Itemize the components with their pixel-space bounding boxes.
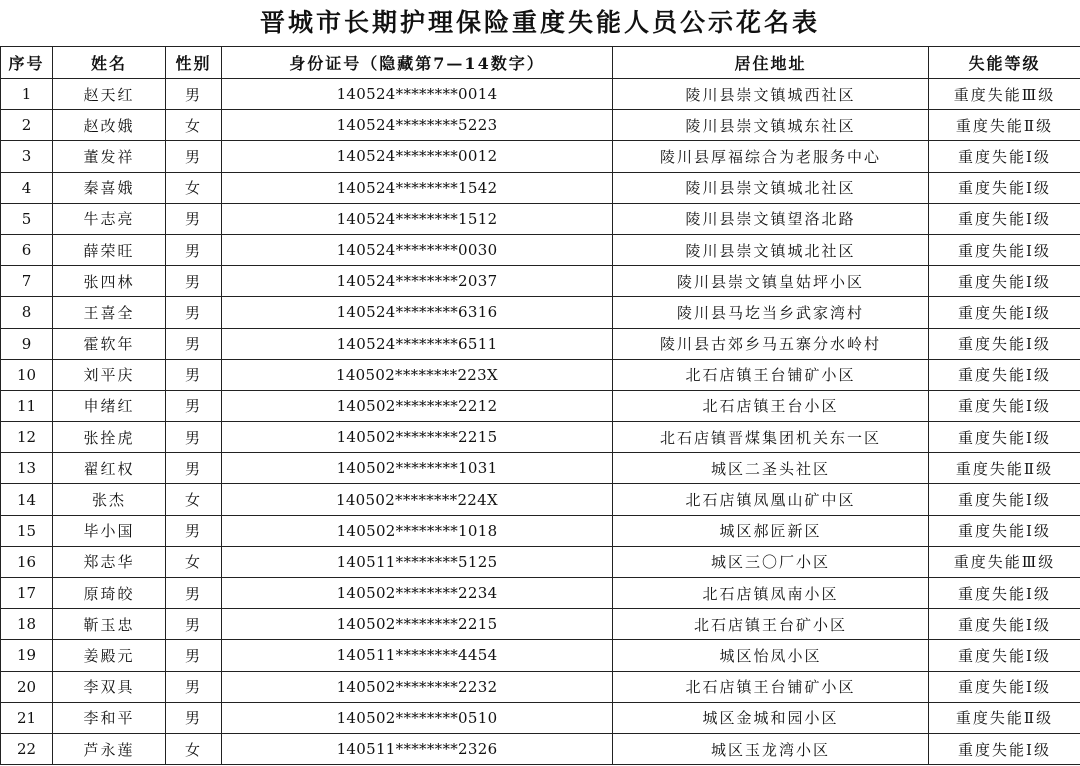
cell-gender: 男 <box>166 297 222 328</box>
table-row <box>1 79 1080 110</box>
cell-id-number: 140502********2215 <box>222 422 613 453</box>
cell-name: 原琦皎 <box>53 578 166 609</box>
cell-name: 郑志华 <box>53 546 166 577</box>
cell-address: 陵川县古郊乡马五寨分水岭村 <box>613 328 929 359</box>
cell-gender: 男 <box>166 609 222 640</box>
cell-disability-level: 重度失能Ⅰ级 <box>929 609 1080 640</box>
cell-serial: 4 <box>1 172 53 203</box>
cell-disability-level: 重度失能Ⅱ级 <box>929 702 1080 733</box>
cell-gender: 男 <box>166 390 222 421</box>
cell-serial: 11 <box>1 390 53 421</box>
cell-address: 北石店镇凤凰山矿中区 <box>613 484 929 515</box>
cell-serial: 3 <box>1 141 53 172</box>
cell-disability-level: 重度失能Ⅰ级 <box>929 234 1080 265</box>
cell-address: 陵川县崇文镇城北社区 <box>613 172 929 203</box>
cell-serial: 13 <box>1 453 53 484</box>
cell-name: 申绪红 <box>53 390 166 421</box>
cell-gender: 男 <box>166 578 222 609</box>
cell-gender: 男 <box>166 234 222 265</box>
cell-address: 北石店镇王台铺矿小区 <box>613 359 929 390</box>
cell-name: 李和平 <box>53 702 166 733</box>
cell-serial: 14 <box>1 484 53 515</box>
table-row <box>1 733 1080 764</box>
cell-address: 陵川县崇文镇望洛北路 <box>613 203 929 234</box>
cell-disability-level: 重度失能Ⅰ级 <box>929 203 1080 234</box>
cell-serial: 5 <box>1 203 53 234</box>
cell-id-number: 140524********6511 <box>222 328 613 359</box>
cell-name: 赵改娥 <box>53 110 166 141</box>
header-gender: 性别 <box>166 47 222 79</box>
cell-serial: 10 <box>1 359 53 390</box>
cell-address: 北石店镇王台小区 <box>613 390 929 421</box>
cell-id-number: 140502********2215 <box>222 609 613 640</box>
cell-address: 陵川县厚福综合为老服务中心 <box>613 141 929 172</box>
cell-disability-level: 重度失能Ⅰ级 <box>929 578 1080 609</box>
cell-gender: 男 <box>166 702 222 733</box>
cell-name: 翟红权 <box>53 453 166 484</box>
table-row <box>1 609 1080 640</box>
table-row <box>1 390 1080 421</box>
table-row <box>1 671 1080 702</box>
cell-name: 秦喜娥 <box>53 172 166 203</box>
cell-disability-level: 重度失能Ⅲ级 <box>929 79 1080 110</box>
cell-id-number: 140511********4454 <box>222 640 613 671</box>
cell-name: 李双具 <box>53 671 166 702</box>
table-row <box>1 110 1080 141</box>
cell-gender: 男 <box>166 671 222 702</box>
cell-disability-level: 重度失能Ⅰ级 <box>929 359 1080 390</box>
cell-id-number: 140502********2234 <box>222 578 613 609</box>
cell-gender: 男 <box>166 359 222 390</box>
cell-name: 张四林 <box>53 266 166 297</box>
cell-disability-level: 重度失能Ⅲ级 <box>929 546 1080 577</box>
cell-disability-level: 重度失能Ⅰ级 <box>929 515 1080 546</box>
cell-address: 陵川县崇文镇皇姑坪小区 <box>613 266 929 297</box>
page-title: 晋城市长期护理保险重度失能人员公示花名表 <box>259 8 820 37</box>
cell-gender: 女 <box>166 733 222 764</box>
table-row <box>1 328 1080 359</box>
table-row <box>1 266 1080 297</box>
cell-address: 陵川县崇文镇城北社区 <box>613 234 929 265</box>
cell-address: 城区二圣头社区 <box>613 453 929 484</box>
cell-disability-level: 重度失能Ⅰ级 <box>929 141 1080 172</box>
cell-address: 陵川县崇文镇城东社区 <box>613 110 929 141</box>
cell-disability-level: 重度失能Ⅰ级 <box>929 297 1080 328</box>
cell-serial: 2 <box>1 110 53 141</box>
cell-gender: 女 <box>166 484 222 515</box>
cell-name: 芦永莲 <box>53 733 166 764</box>
cell-serial: 17 <box>1 578 53 609</box>
cell-id-number: 140524********0012 <box>222 141 613 172</box>
cell-id-number: 140524********0030 <box>222 234 613 265</box>
cell-name: 牛志亮 <box>53 203 166 234</box>
cell-address: 城区郝匠新区 <box>613 515 929 546</box>
cell-serial: 12 <box>1 422 53 453</box>
table-row <box>1 515 1080 546</box>
cell-serial: 18 <box>1 609 53 640</box>
cell-gender: 男 <box>166 515 222 546</box>
cell-serial: 7 <box>1 266 53 297</box>
cell-address: 北石店镇王台铺矿小区 <box>613 671 929 702</box>
header-disability-level: 失能等级 <box>929 47 1080 79</box>
cell-serial: 9 <box>1 328 53 359</box>
cell-name: 张杰 <box>53 484 166 515</box>
header-id-number: 身份证号（隐藏第7—14数字） <box>222 47 613 79</box>
cell-disability-level: 重度失能Ⅱ级 <box>929 453 1080 484</box>
cell-address: 陵川县马圪当乡武家湾村 <box>613 297 929 328</box>
cell-id-number: 140502********1018 <box>222 515 613 546</box>
header-row <box>1 47 1080 79</box>
cell-serial: 19 <box>1 640 53 671</box>
table-row <box>1 702 1080 733</box>
cell-gender: 男 <box>166 266 222 297</box>
cell-disability-level: 重度失能Ⅰ级 <box>929 671 1080 702</box>
cell-name: 张拴虎 <box>53 422 166 453</box>
cell-name: 姜殿元 <box>53 640 166 671</box>
cell-name: 薛荣旺 <box>53 234 166 265</box>
table-row <box>1 484 1080 515</box>
cell-gender: 男 <box>166 640 222 671</box>
cell-disability-level: 重度失能Ⅰ级 <box>929 172 1080 203</box>
table-row <box>1 422 1080 453</box>
cell-gender: 男 <box>166 453 222 484</box>
table-row <box>1 172 1080 203</box>
table-row <box>1 453 1080 484</box>
cell-serial: 8 <box>1 297 53 328</box>
cell-serial: 22 <box>1 733 53 764</box>
table-row <box>1 359 1080 390</box>
table-row <box>1 203 1080 234</box>
cell-serial: 15 <box>1 515 53 546</box>
cell-id-number: 140502********1031 <box>222 453 613 484</box>
cell-address: 城区玉龙湾小区 <box>613 733 929 764</box>
cell-name: 王喜全 <box>53 297 166 328</box>
cell-gender: 男 <box>166 203 222 234</box>
cell-id-number: 140524********0014 <box>222 79 613 110</box>
cell-gender: 女 <box>166 110 222 141</box>
cell-gender: 男 <box>166 79 222 110</box>
header-serial: 序号 <box>1 47 53 79</box>
table-body <box>1 79 1080 765</box>
cell-id-number: 140524********5223 <box>222 110 613 141</box>
cell-gender: 男 <box>166 422 222 453</box>
cell-id-number: 140502********0510 <box>222 702 613 733</box>
cell-name: 赵天红 <box>53 79 166 110</box>
cell-address: 陵川县崇文镇城西社区 <box>613 79 929 110</box>
cell-disability-level: 重度失能Ⅱ级 <box>929 110 1080 141</box>
cell-id-number: 140524********1542 <box>222 172 613 203</box>
table-row <box>1 546 1080 577</box>
cell-gender: 女 <box>166 546 222 577</box>
cell-disability-level: 重度失能Ⅰ级 <box>929 733 1080 764</box>
cell-gender: 男 <box>166 328 222 359</box>
cell-id-number: 140511********5125 <box>222 546 613 577</box>
table-row <box>1 578 1080 609</box>
table-row <box>1 234 1080 265</box>
cell-id-number: 140524********6316 <box>222 297 613 328</box>
cell-disability-level: 重度失能Ⅰ级 <box>929 484 1080 515</box>
cell-name: 董发祥 <box>53 141 166 172</box>
cell-address: 北石店镇晋煤集团机关东一区 <box>613 422 929 453</box>
cell-id-number: 140524********1512 <box>222 203 613 234</box>
table-row <box>1 141 1080 172</box>
cell-id-number: 140502********2212 <box>222 390 613 421</box>
cell-address: 北石店镇凤南小区 <box>613 578 929 609</box>
cell-name: 毕小国 <box>53 515 166 546</box>
cell-disability-level: 重度失能Ⅰ级 <box>929 328 1080 359</box>
cell-serial: 21 <box>1 702 53 733</box>
cell-name: 靳玉忠 <box>53 609 166 640</box>
cell-disability-level: 重度失能Ⅰ级 <box>929 266 1080 297</box>
header-name: 姓名 <box>53 47 166 79</box>
cell-disability-level: 重度失能Ⅰ级 <box>929 422 1080 453</box>
cell-id-number: 140511********2326 <box>222 733 613 764</box>
cell-serial: 20 <box>1 671 53 702</box>
cell-serial: 1 <box>1 79 53 110</box>
cell-address: 城区怡凤小区 <box>613 640 929 671</box>
cell-address: 城区金城和园小区 <box>613 702 929 733</box>
cell-id-number: 140502********2232 <box>222 671 613 702</box>
cell-id-number: 140502********223X <box>222 359 613 390</box>
table-row <box>1 297 1080 328</box>
cell-serial: 6 <box>1 234 53 265</box>
cell-disability-level: 重度失能Ⅰ级 <box>929 390 1080 421</box>
header-address: 居住地址 <box>613 47 929 79</box>
cell-gender: 女 <box>166 172 222 203</box>
roster-table <box>0 46 1080 765</box>
cell-id-number: 140524********2037 <box>222 266 613 297</box>
cell-disability-level: 重度失能Ⅰ级 <box>929 640 1080 671</box>
table-row <box>1 640 1080 671</box>
cell-address: 城区三〇厂小区 <box>613 546 929 577</box>
cell-gender: 男 <box>166 141 222 172</box>
cell-name: 霍软年 <box>53 328 166 359</box>
cell-name: 刘平庆 <box>53 359 166 390</box>
cell-address: 北石店镇王台矿小区 <box>613 609 929 640</box>
cell-serial: 16 <box>1 546 53 577</box>
cell-id-number: 140502********224X <box>222 484 613 515</box>
